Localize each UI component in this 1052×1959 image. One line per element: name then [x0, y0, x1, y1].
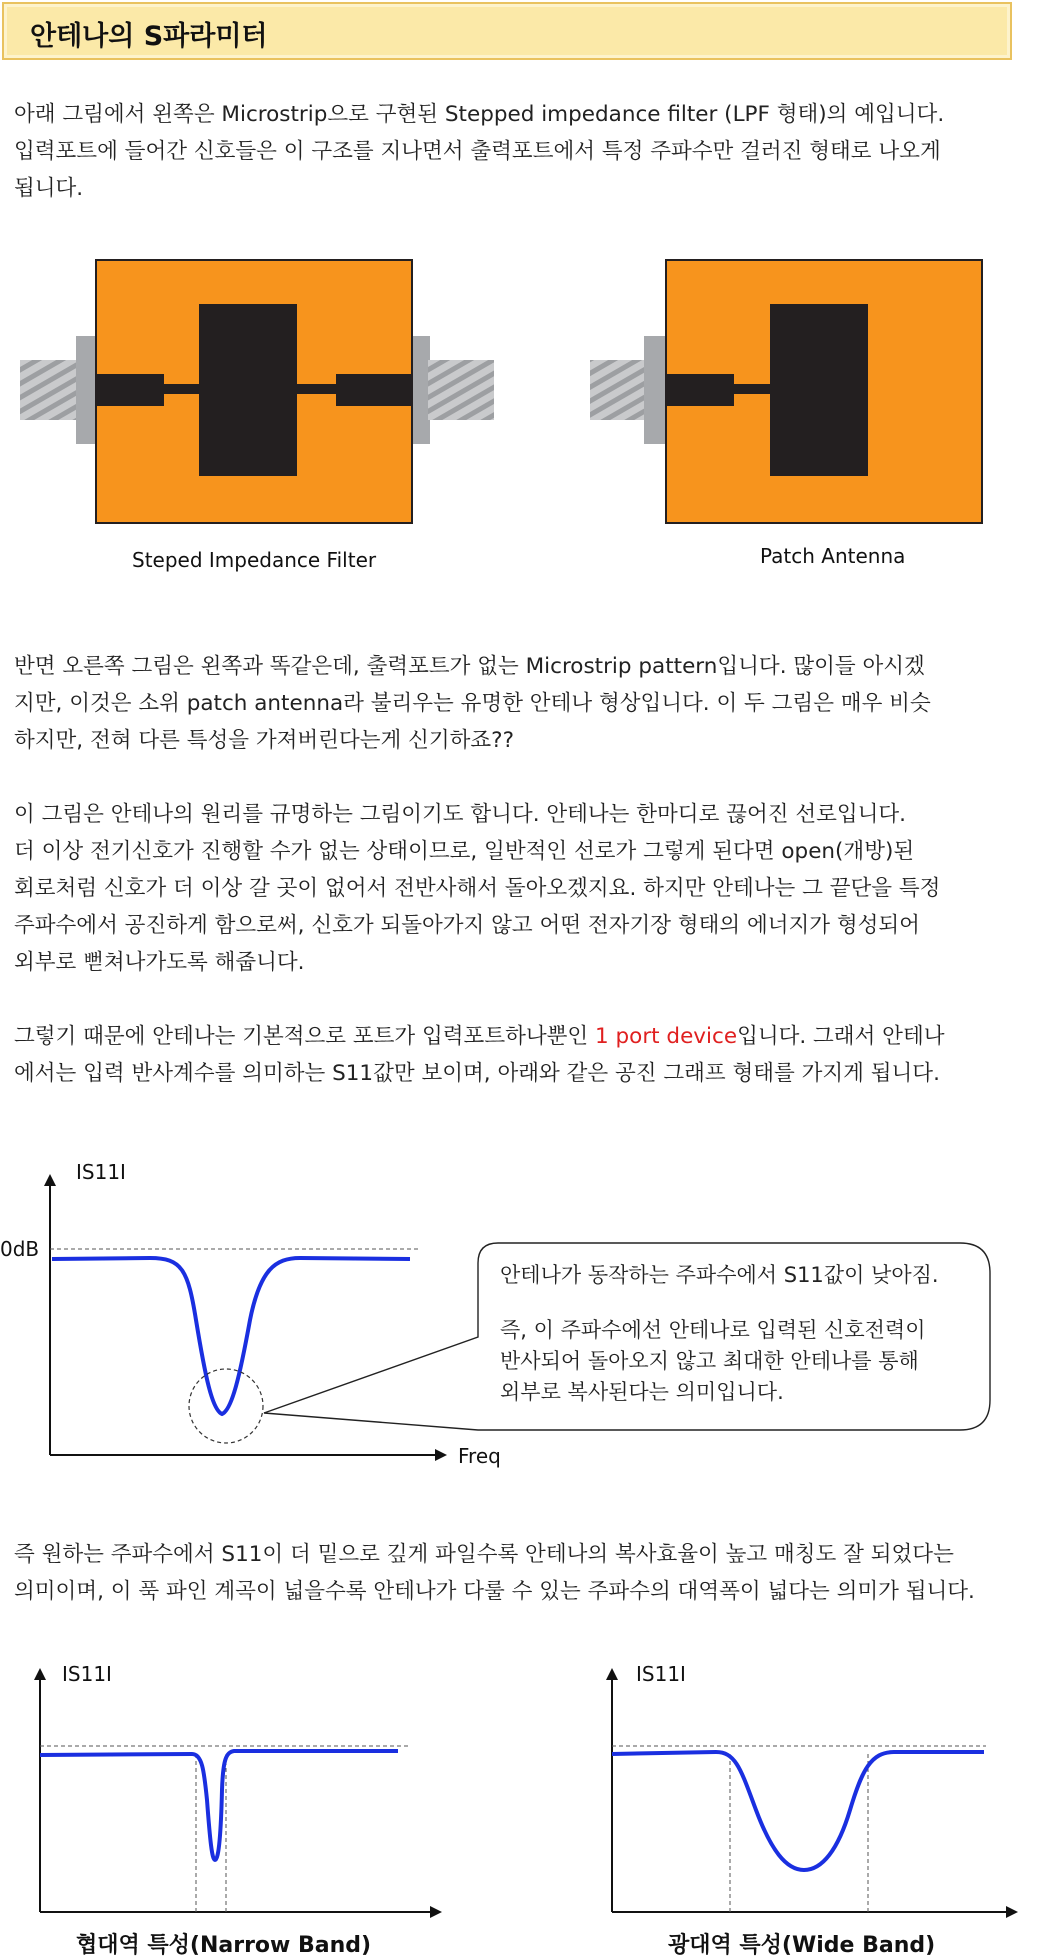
antenna-caption: Patch Antenna — [760, 544, 906, 568]
y-axis-label: ⅠS11Ⅰ — [62, 1662, 112, 1686]
output-connector-icon — [410, 336, 494, 444]
paragraph-one-port — [14, 1018, 1050, 1092]
figure-filter-vs-antenna — [0, 240, 1052, 560]
wide-band-curve — [612, 1752, 984, 1870]
wide-band-caption: 광대역 특성(Wide Band) — [668, 1933, 936, 1958]
highlight-one-port-device: 1 port device — [595, 1024, 738, 1049]
wide-band-graph — [576, 1660, 1046, 1920]
callout-line — [500, 1291, 939, 1315]
paragraph-line: 회로처럼 신호가 더 이상 갈 곳이 없어서 전반사해서 돌아오겠지요. 하지만 안테나는 그 끝단을 특정 — [14, 876, 941, 901]
filter-caption: Steped Impedance Filter — [132, 548, 377, 572]
resonance-highlight-circle — [189, 1369, 263, 1443]
paragraph-antenna-intro — [14, 648, 1050, 759]
callout-line: 안테나가 동작하는 주파수에서 S11값이 낮아짐. — [500, 1263, 939, 1287]
narrow-band-caption: 협대역 특성(Narrow Band) — [76, 1933, 372, 1958]
paragraph-line: 의미이며, 이 푹 파인 계곡이 넓을수록 안테나가 다룰 수 있는 주파수의 대역폭이 넓다는 의미가 됩니다. — [14, 1579, 975, 1604]
page-title: 안테나의 S파라미터 — [30, 21, 268, 52]
text-segment: 그렇기 때문에 안테나는 기본적으로 포트가 입력포트하나뿐인 — [14, 1024, 596, 1049]
x-axis-label: Freq — [458, 1444, 501, 1468]
paragraph-line: 즉 원하는 주파수에서 S11이 더 밑으로 깊게 파일수록 안테나의 복사효율이 높고 매칭도 잘 되었다는 — [14, 1542, 954, 1567]
callout-line: 반사되어 돌아오지 않고 최대한 안테나를 통해 — [500, 1349, 919, 1373]
title-box — [2, 2, 1012, 60]
zero-db-label: 0dB — [0, 1237, 40, 1261]
paragraph-line: 이 그림은 안테나의 원리를 규명하는 그림이기도 합니다. 안테나는 한마디로 끊어진 선로입니다. — [14, 802, 907, 827]
paragraph-bandwidth — [14, 1536, 1050, 1610]
callout-line: 즉, 이 주파수에선 안테나로 입력된 신호전력이 — [500, 1318, 926, 1342]
paragraph-intro — [14, 96, 1050, 207]
callout-line: 외부로 복사된다는 의미입니다. — [500, 1380, 784, 1404]
paragraph-line: 외부로 뻗쳐나가도록 해줍니다. — [14, 950, 305, 975]
paragraph-line: 에서는 입력 반사계수를 의미하는 S11값만 보이며, 아래와 같은 공진 그래프 형태를 가지게 됩니다. — [14, 1061, 940, 1086]
paragraph-line: 더 이상 전기신호가 진행할 수가 없는 상태이므로, 일반적인 선로가 그렇게 된다면 open(개방)된 — [14, 839, 915, 864]
antenna-connector-icon — [590, 336, 666, 444]
paragraph-line: 주파수에서 공진하게 함으로써, 신호가 되돌아가지 않고 어떤 전자기장 형태의 에너지가 형성되어 — [14, 913, 920, 938]
narrow-band-curve — [40, 1751, 398, 1860]
text-segment: 입니다. 그래서 안테나 — [737, 1024, 945, 1049]
paragraph-line — [14, 1018, 1050, 1055]
paragraph-line: 하지만, 전혀 다른 특성을 가져버린다는게 신기하죠?? — [14, 728, 514, 753]
paragraph-line: 아래 그림에서 왼쪽은 Microstrip으로 구현된 Stepped impedance filter (LPF 형태)의 예입니다. — [14, 102, 945, 127]
paragraph-line: 반면 오른쪽 그림은 왼쪽과 똑같은데, 출력포트가 없는 Microstrip pattern입니다. 많이들 아시겠 — [14, 654, 925, 679]
callout-text — [500, 1260, 939, 1408]
paragraph-antenna-principle — [14, 796, 1050, 981]
paragraph-line: 지만, 이것은 소위 patch antenna라 불리우는 유명한 안테나 형상입니다. 이 두 그림은 매우 비슷 — [14, 691, 931, 716]
paragraph-line: 입력포트에 들어간 신호들은 이 구조를 지나면서 출력포트에서 특정 주파수만 걸러진 형태로 나오게 — [14, 139, 941, 164]
y-axis-label: ⅠS11Ⅰ — [76, 1160, 126, 1184]
y-axis-label: ⅠS11Ⅰ — [636, 1662, 686, 1686]
paragraph-line: 됩니다. — [14, 176, 84, 201]
input-connector-icon — [20, 336, 96, 444]
narrow-band-graph — [0, 1660, 460, 1920]
